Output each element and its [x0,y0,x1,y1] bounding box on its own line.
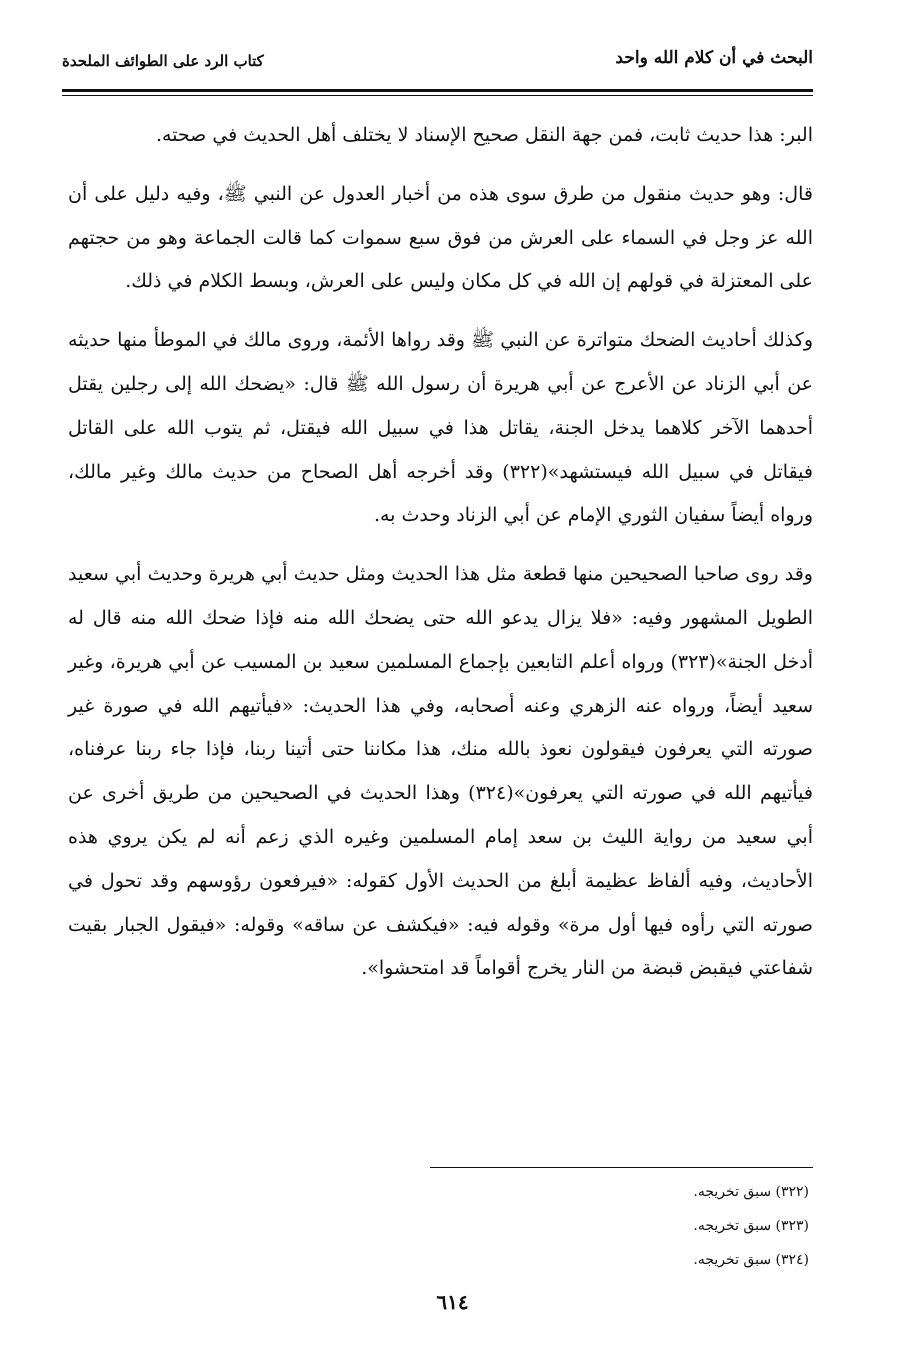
running-header [62,48,813,88]
paragraph: وقد روى صاحبا الصحيحين منها قطعة مثل هذا الحديث ومثل حديث أبي هريرة وحديث أبي سعيد الطويل المشهور وفيه: «فلا يزال يدعو الله حتى يضحك الله منه فإذا ضحك الله منه قال له أدخل الجنة»(٣٢٣) ورواه أعلم التابعين بإجماع المسلمين سعيد بن المسيب عن أبي هريرة، وغير سعيد أيضاً، ورواه عنه الزهري وعنه أصحابه، وفي هذا الحديث: «فيأتيهم الله في صورة غير صورته التي يعرفون فيقولون نعوذ بالله منك، هذا مكاننا حتى أتينا ربنا، فإذا جاء ربنا عرفناه، فيأتيهم الله في صورته التي يعرفون»(٣٢٤) وهذا الحديث في الصحيحين من طريق أخرى عن أبي سعيد من رواية الليث بن سعد إمام المسلمين وغيره الذي زعم أنه لم يكن يروي هذه الأحاديث، وفيه ألفاظ عظيمة أبلغ من الحديث الأول كقوله: «فيرفعون رؤوسهم وقد تحول في صورته التي رأوه فيها أول مرة» وقوله فيه: «فيكشف عن ساقه» وقوله: «فيقول الجبار بقيت شفاعتي فيقبض قبضة من النار يخرج أقواماً قد امتحشوا». [68,563,813,980]
paragraph: وكذلك أحاديث الضحك متواترة عن النبي ﷺ وقد رواها الأئمة، وروى مالك في الموطأ منها حديثه عن أبي الزناد عن الأعرج عن أبي هريرة أن رسول الله ﷺ قال: «يضحك الله إلى رجلين يقتل أحدهما الآخر كلاهما يدخل الجنة، يقاتل هذا في سبيل الله فيقتل، ثم يتوب الله على القاتل فيقاتل في سبيل الله فيستشهد»(٣٢٢) وقد أخرجه أهل الصحاح من حديث مالك وغير مالك، ورواه أيضاً سفيان الثوري الإمام عن أبي الزناد وحدث به. [68,329,813,527]
footnote: (٣٢٣) سبق تخريجه. [693,1218,809,1234]
header-rule-thick [62,89,813,92]
footnote: (٣٢٢) سبق تخريجه. [693,1184,809,1200]
paragraph: قال: وهو حديث منقول من طرق سوى هذه من أخبار العدول عن النبي ﷺ، وفيه دليل على أن الله عز وجل في السماء على العرش من فوق سبع سموات كما قالت الجماعة وهو من حجتهم على المعتزلة في قولهم إن الله في كل مكان وليس على العرش، وبسط الكلام في ذلك. [68,182,813,293]
footnotes [389,1175,809,1277]
chapter-title: البحث في أن كلام الله واحد [615,48,813,68]
footnote: (٣٢٤) سبق تخريجه. [693,1252,809,1268]
header-rule-thin [62,95,813,96]
book-title: كتاب الرد على الطوائف الملحدة [62,52,264,70]
paragraph: البر: هذا حديث ثابت، فمن جهة النقل صحيح الإسناد لا يختلف أهل الحديث في صحته. [155,124,813,146]
footnote-separator [430,1167,813,1168]
page-number: ٦١٤ [436,1290,469,1314]
main-text [68,114,813,991]
